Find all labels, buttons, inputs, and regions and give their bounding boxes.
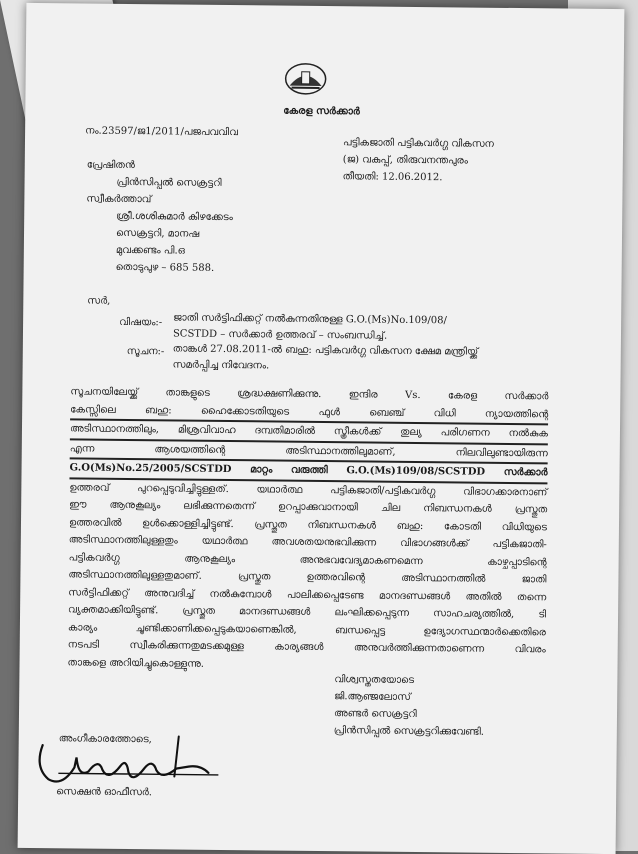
- government-title: കേരള സർക്കാർ: [283, 105, 360, 118]
- section-officer-label: സെക്ഷൻ ഓഫീസർ.: [56, 786, 153, 799]
- body-line: ഉത്തരവ് പുറപ്പെടുവിച്ചിട്ടുള്ളത്. യഥാർത്ഥ പട്ടികജാതി/പട്ടികവർഗ്ഗ വിഭാഗക്കാരനാണ്: [69, 481, 548, 498]
- reference-label: സൂചന:-: [126, 345, 165, 358]
- body-line: ഉത്തരവിൽ ഉൾക്കൊള്ളിച്ചിട്ടുണ്ട്. പ്രസ്തുത നിബന്ധനകൾ ബഹു: കോടതി വിധിയുടെ: [68, 516, 548, 533]
- body-line: സർട്ടിഫിക്കറ്റ് അനുവദിച്ച് നൽകുമ്പോൾ പാലിക്കപ്പെടേണ്ട മാനദണ്ഡങ്ങൾ അതിൽ തന്നെ: [68, 586, 547, 603]
- body-line: കേസ്സിലെ ബഹു: ഹൈക്കോടതിയുടെ ഫുൾ ബെഞ്ച് വിധി ന്യായത്തിന്റെ: [70, 401, 548, 426]
- salutation: സർ,: [87, 295, 111, 307]
- department-line: പട്ടികജാതി പട്ടികവർഗ്ഗ വികസന: [342, 137, 494, 150]
- sender-block: [86, 157, 221, 209]
- department-block: [343, 134, 494, 187]
- body-line: നടപടി സ്വീകരിക്കുന്നതുമടക്കമുള്ള കാര്യങ്ങൾ അനുവർത്തിക്കുന്നതാണെന്ന വിവരം: [67, 639, 546, 656]
- attestation-label: അംഗീകാരത്തോടെ,: [58, 733, 152, 746]
- body-line: സൂചനയിലേയ്ക്ക് താങ്കളുടെ ശ്രദ്ധക്ഷണിക്കുന്നു. ഇന്ദിര Vs. കേരള സർക്കാർ: [70, 386, 549, 403]
- body-line: അടിസ്ഥാനത്തിലുള്ളതുമാണ്. പ്രസ്തുത ഉത്തരവിന്റെ അടിസ്ഥാനത്തിൽ ജാതി: [68, 569, 547, 586]
- subject-line: ജാതി സർട്ടിഫിക്കറ്റ് നൽകുന്നതിനുള്ള G.O.(Ms)No.109/08/: [173, 312, 447, 327]
- address-line: മുവക്കണ്ടം പി.ഒ: [115, 244, 185, 257]
- closing-line: വിശ്വസ്തതയോടെ: [334, 674, 415, 686]
- body-line: എന്ന ആശയത്തിന്റെ അടിസ്ഥാനത്തിലുമാണ്, നിലവിലുണ്ടായിരുന്ന: [70, 440, 548, 465]
- sender-name: പ്രിൻസിപ്പൽ സെക്രട്ടറി: [116, 176, 222, 189]
- letter-body: [67, 383, 548, 676]
- body-line: G.O(Ms)No.25/2005/SCSTDD മാറ്റം വരുത്തി G.O.(Ms)109/08/SCSTDD സർക്കാർ: [69, 459, 547, 484]
- body-line: വ്യക്തമാക്കിയിട്ടുണ്ട്. പ്രസ്തുത മാനദണ്ഡങ്ങൾ ലംഘിക്കപ്പെടുന്ന സാഹചര്യത്തിൽ, ടി: [68, 604, 547, 621]
- recipient-label: സ്വീകർത്താവ്: [86, 193, 152, 206]
- sender-label: പ്രേഷിതൻ: [86, 159, 135, 172]
- body-line: ഈ ആനുകൂല്യം ലഭിക്കുന്നതെന്ന് ഉറപ്പാക്കുവാനായി ചില നിബന്ധനകൾ പ്രസ്തുത: [69, 499, 548, 516]
- reference-text: [173, 341, 479, 376]
- address-line: സെക്രട്ടറി, മാനഷ: [115, 227, 200, 240]
- letter-date: തീയതി: 12.06.2012.: [342, 171, 443, 184]
- signatory-behalf: പ്രിൻസിപ്പൽ സെക്രട്ടറിക്കുവേണ്ടി.: [333, 725, 485, 738]
- body-line: താങ്കളെ അറിയിച്ചുകൊള്ളുന്നു.: [67, 656, 205, 670]
- kerala-emblem-icon: [283, 62, 327, 96]
- body-line: കാര്യം ചൂണ്ടിക്കാണിക്കപ്പെടുകയാണെങ്കിൽ, ബന്ധപ്പെട്ട ഉദ്യോഗസ്ഥന്മാർക്കെതിരെ: [67, 621, 546, 638]
- body-line: പട്ടികവർഗ്ഗ ആനുകൂല്യം അനുഭവവേദ്യമാകണമെന്ന കാഴ്ചപ്പാടിന്റെ: [68, 551, 547, 568]
- signatory-designation: അണ്ടർ സെക്രട്ടറി: [333, 708, 417, 721]
- body-line: അടിസ്ഥാനത്തിലും, മിശ്രവിവാഹ ദമ്പതിമാരിൽ സ്ത്രീകൾക്ക് തുല്യ പരിഗണന നൽകുക: [70, 420, 548, 445]
- address-line: തൊടുപുഴ – 685 588.: [115, 261, 215, 274]
- signature-block: [334, 671, 485, 741]
- department-line: (ജ) വകുപ്പ്, തിരുവനന്തപുരം: [342, 154, 469, 167]
- reference-line: താങ്കൾ 27.08.2011-ൽ ബഹു: പട്ടികവർഗ്ഗ വികസന ക്ഷേമ മന്ത്രിയ്ക്ക്: [172, 343, 479, 358]
- subject-label: വിഷയം:-: [119, 316, 163, 329]
- body-line: അടിസ്ഥാനത്തിലുള്ളതും യഥാർത്ഥ അവശതയനുഭവിക്കുന്ന വിഭാഗങ്ങൾക്ക് പട്ടികജാതി-: [68, 534, 547, 551]
- subject-text: [173, 310, 447, 345]
- subject-line: SCSTDD – സർക്കാർ ഉത്തരവ് – സംബന്ധിച്ച്.: [172, 328, 388, 342]
- address-line: ശ്രീ.ശശികുമാർ കിഴക്കേടം: [116, 210, 233, 224]
- signatory-name: ജി.ആഞ്ജലോസ്: [334, 691, 411, 703]
- letter-page: [18, 3, 625, 854]
- recipient-address: [116, 208, 233, 277]
- reference-line: സമർപ്പിച്ച നിവേദനം.: [172, 359, 270, 372]
- file-number: നം.23597/ജ1/2011/പജപവവിവ: [85, 125, 238, 139]
